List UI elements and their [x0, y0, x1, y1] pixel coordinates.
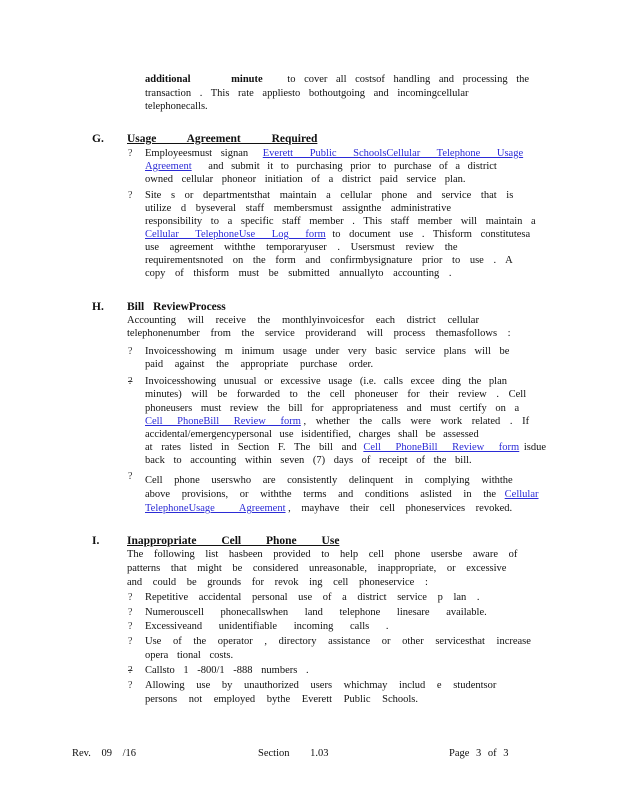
text: to document use . Thisform constitutesa — [332, 229, 531, 240]
bullet-icon: ? — [128, 190, 133, 201]
usage-agreement-link[interactable]: Everett Public SchoolsCellular Telephone Usage — [262, 148, 524, 159]
g-b1-line-3: owned cellular phoneor initiation of a district paid service plan. — [145, 174, 466, 185]
g-b2-line-1: Site s or departmentsthat maintain a cellular phone and service that is — [145, 190, 514, 201]
section-letter-h: H. — [92, 301, 104, 313]
section-letter-g: G. — [92, 133, 104, 145]
h-b2-line-6 — [145, 442, 546, 454]
section-title-h: Bill ReviewProcess — [127, 301, 226, 313]
text: Employeesmust signan — [145, 148, 249, 159]
h-b3-line-3 — [145, 503, 512, 515]
intro-line-1 — [145, 74, 529, 86]
h-b2-line-1: Invoicesshowing unusual or excessive usage (i.e. calls excee ding the plan — [145, 376, 507, 387]
bill-review-form-link[interactable]: Cell PhoneBill Review form — [145, 416, 301, 427]
intro-text: to cover all costsof handling and processing the — [287, 74, 530, 85]
g-b2-line-7: copy of thisform must be submitted annuallyto accounting . — [145, 268, 452, 279]
g-b2-line-6: requirementsnoted on the form and confirmbysignature prior to use . A — [145, 255, 513, 266]
section-title-i: Inappropriate Cell Phone Use — [127, 535, 340, 547]
text: , whether the calls were work related . If — [303, 416, 530, 427]
g-b1-line-1 — [145, 148, 537, 160]
bill-review-form-link-2[interactable]: Cell PhoneBill Review form — [363, 442, 520, 453]
footer-section: Section 1.03 — [258, 748, 329, 759]
i-item: Allowing use by unauthorized users whichmay includ e studentsor — [145, 680, 497, 691]
text: isdue — [523, 442, 547, 453]
g-b1-line-2 — [145, 161, 497, 173]
intro-line-3: telephonecalls. — [145, 101, 208, 112]
h-b3-line-2 — [145, 489, 539, 501]
bullet-icon: ? — [128, 607, 133, 618]
bold-word-minute: minute — [231, 74, 263, 85]
bullet-icon: ? — [128, 346, 133, 357]
g-b2-line-3: responsibility to a specific staff member . This staff member will maintain a — [145, 216, 536, 227]
intro-line-2: transaction . This rate appliesto bothoutgoing and incomingcellular — [145, 88, 469, 99]
usage-agreement-link-h-cont[interactable]: TelephoneUsage Agreement — [145, 503, 286, 514]
h-b2-line-7: back to accounting within seven (7) days of receipt of the bill. — [145, 455, 472, 466]
g-b2-line-2: utilize d byseveral staff membersmust assignthe administrative — [145, 203, 451, 214]
bullet-icon: ? — [128, 592, 133, 603]
i-item: Excessiveand unidentifiable incoming calls . — [145, 621, 389, 632]
bullet-icon: ? — [128, 665, 133, 676]
i-item: Use of the operator , directory assistance or other servicesthat increase — [145, 636, 531, 647]
bullet-icon: ? — [128, 680, 133, 691]
i-item: Callsto 1 -800/1 -888 numbers . — [145, 665, 309, 676]
bullet-icon: ? — [128, 621, 133, 632]
bullet-icon: ? — [128, 376, 133, 387]
usage-agreement-link-h[interactable]: Cellular — [504, 489, 539, 500]
h-b3-line-1: Cell phone userswho are consistently delinquent in complying withthe — [145, 475, 513, 486]
text: at rates listed in Section F. The bill and — [145, 442, 357, 453]
footer-page-number: Page 3 of 3 — [449, 748, 509, 759]
bullet-icon: ? — [128, 148, 133, 159]
i-intro-line-2: patterns that might be considered unreasonable, inappropriate, or excessive — [127, 563, 507, 574]
h-b2-line-2: minutes) will be forwarded to the cell phoneuser for their review . Cell — [145, 389, 527, 400]
h-b1-line-2: paid against the appropriate purchase order. — [145, 359, 374, 370]
g-b2-line-5: use agreement withthe temporaryuser . Usersmust review the — [145, 242, 458, 253]
section-letter-i: I. — [92, 535, 100, 547]
text: above provisions, or withthe terms and conditions aslisted in the — [145, 489, 497, 500]
i-item-cont: persons not employed bythe Everett Public Schools. — [145, 694, 419, 705]
bullet-icon: ? — [128, 636, 133, 647]
h-b2-line-4 — [145, 416, 529, 428]
i-item-cont: opera tional costs. — [145, 650, 234, 661]
h-intro-line-2: telephonenumber from the service providerand will process themasfollows : — [127, 328, 511, 339]
g-b2-line-4 — [145, 229, 530, 241]
i-intro-line-1: The following list hasbeen provided to help cell phone usersbe aware of — [127, 549, 518, 560]
bold-word-additional: additional — [145, 74, 191, 85]
i-item: Repetitive accidental personal use of a district service p lan . — [145, 592, 480, 603]
h-b2-line-5: accidental/emergencypersonal use isidentified, charges shall be assessed — [145, 429, 479, 440]
bullet-icon: ? — [128, 471, 133, 482]
h-b2-line-3: phoneusers must review the bill for appropriateness and must certify on a — [145, 403, 520, 414]
usage-agreement-link-cont[interactable]: Agreement — [145, 161, 192, 172]
i-item: Numerouscell phonecallswhen land telephone linesare available. — [145, 607, 487, 618]
section-title-g: Usage Agreement Required — [127, 133, 318, 145]
footer-revision: Rev. 09 /16 — [72, 748, 137, 759]
i-intro-line-3: and could be grounds for revok ing cell phoneservice : — [127, 577, 428, 588]
text: and submit it to purchasing prior to purchase of a district — [208, 161, 497, 172]
use-log-form-link[interactable]: Cellular TelephoneUse Log form — [145, 229, 326, 240]
text: , mayhave their cell phoneservices revoked. — [288, 503, 513, 514]
h-intro-line-1: Accounting will receive the monthlyinvoicesfor each district cellular — [127, 315, 479, 326]
h-b1-line-1: Invoicesshowing m inimum usage under very basic service plans will be — [145, 346, 510, 357]
